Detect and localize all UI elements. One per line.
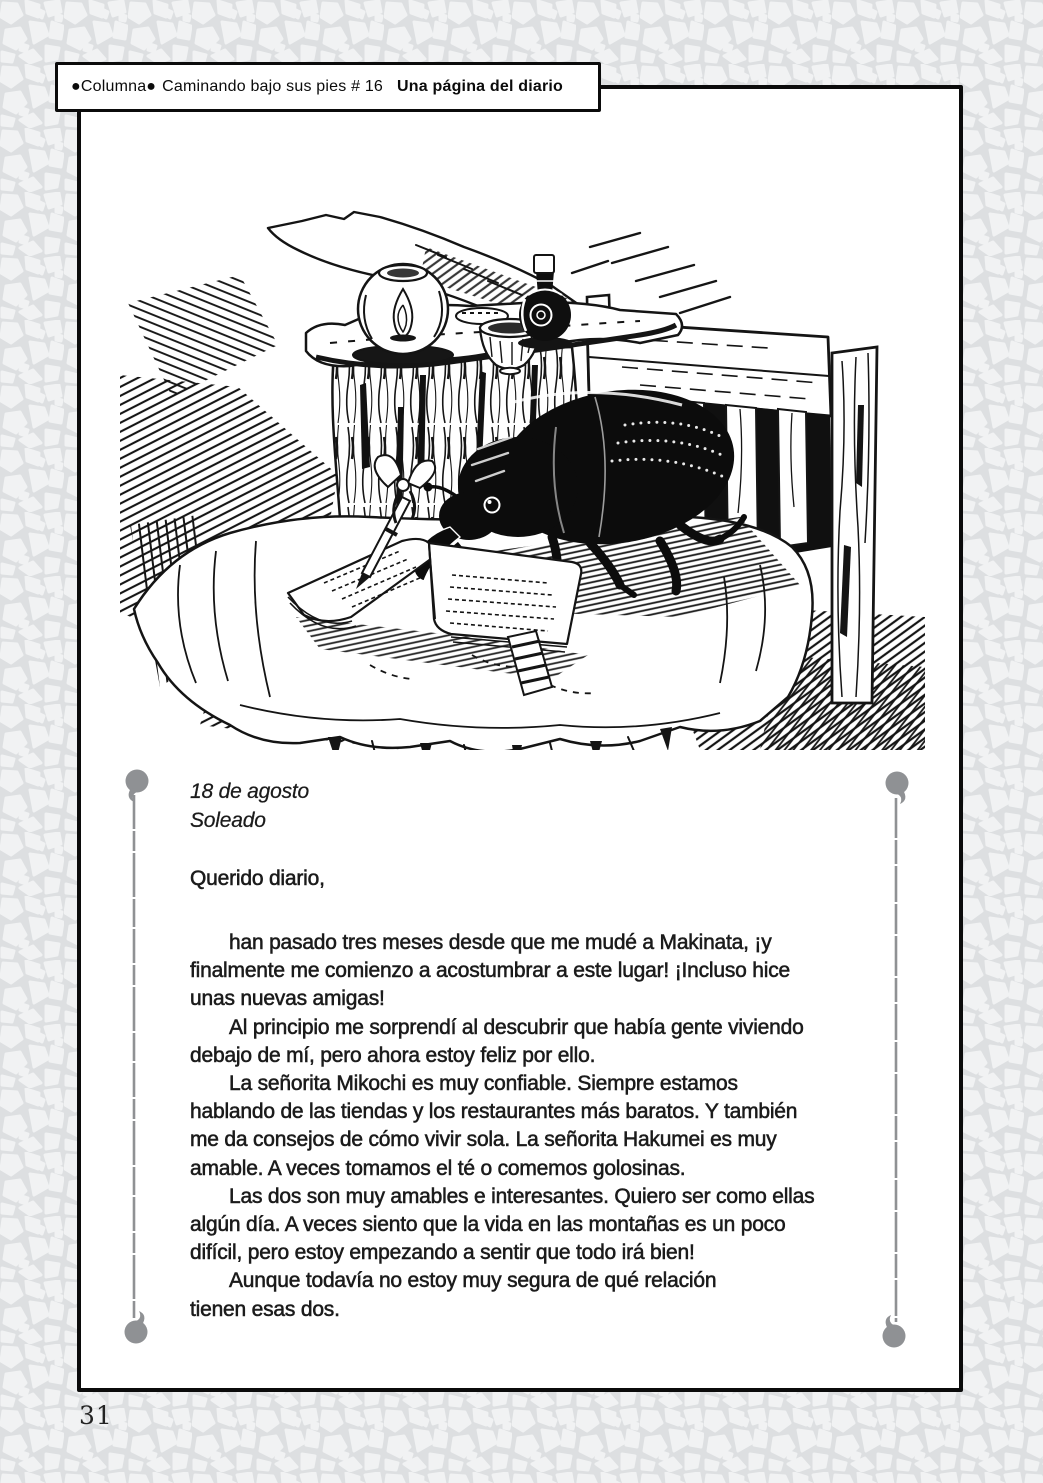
- diary-text-line: algún día. A veces siento que la vida en las montañas es un poco: [190, 1213, 786, 1237]
- diary-text-line: tienen esas dos.: [190, 1297, 340, 1321]
- column-subtitle: Una página del diario: [397, 78, 564, 95]
- diary-text-line: Al principio me sorprendí al descubrir que había gente viviendo: [229, 1015, 804, 1039]
- glass-candle-lamp: [353, 264, 453, 365]
- page-number: 31: [79, 1401, 113, 1430]
- column-tag: ●Columna●: [71, 78, 157, 95]
- diary-text-line: debajo de mí, pero ahora estoy feliz por ello.: [190, 1043, 596, 1067]
- diary-illustration: [120, 185, 925, 750]
- diary-text-line: unas nuevas amigas!: [190, 987, 385, 1011]
- diary-text-line: han pasado tres meses desde que me mudé a Makinata, ¡y: [229, 931, 772, 954]
- diary-text-line: hablando de las tiendas y los restaurantes más baratos. Y también: [190, 1100, 798, 1124]
- diary-date: 18 de agosto: [190, 780, 310, 803]
- diary-salutation: Querido diario,: [190, 867, 325, 890]
- diary-paragraphs: [190, 929, 896, 1324]
- diary-text-line: Las dos son muy amables e interesantes. Quiero ser como ellas: [229, 1184, 815, 1208]
- diary-text-line: Aunque todavía no estoy muy segura de qué relación: [229, 1269, 717, 1293]
- diary-text-line: amable. A veces tomamos el té o comemos golosinas.: [190, 1156, 686, 1180]
- diary-text-line: me da consejos de cómo vivir sola. La señorita Hakumei es muy: [190, 1128, 777, 1152]
- column-header-banner: [55, 62, 601, 112]
- column-title: Caminando bajo sus pies # 16: [162, 78, 384, 95]
- diary-text-line: La señorita Mikochi es muy confiable. Siempre estamos: [229, 1072, 738, 1096]
- diary-weather: Soleado: [190, 809, 266, 832]
- diary-entry: [190, 777, 896, 1324]
- diary-text-line: difícil, pero estoy empezando a sentir que todo irá bien!: [190, 1241, 695, 1265]
- diary-text-line: finalmente me comienzo a acostumbrar a este lugar! ¡Incluso hice: [190, 959, 790, 983]
